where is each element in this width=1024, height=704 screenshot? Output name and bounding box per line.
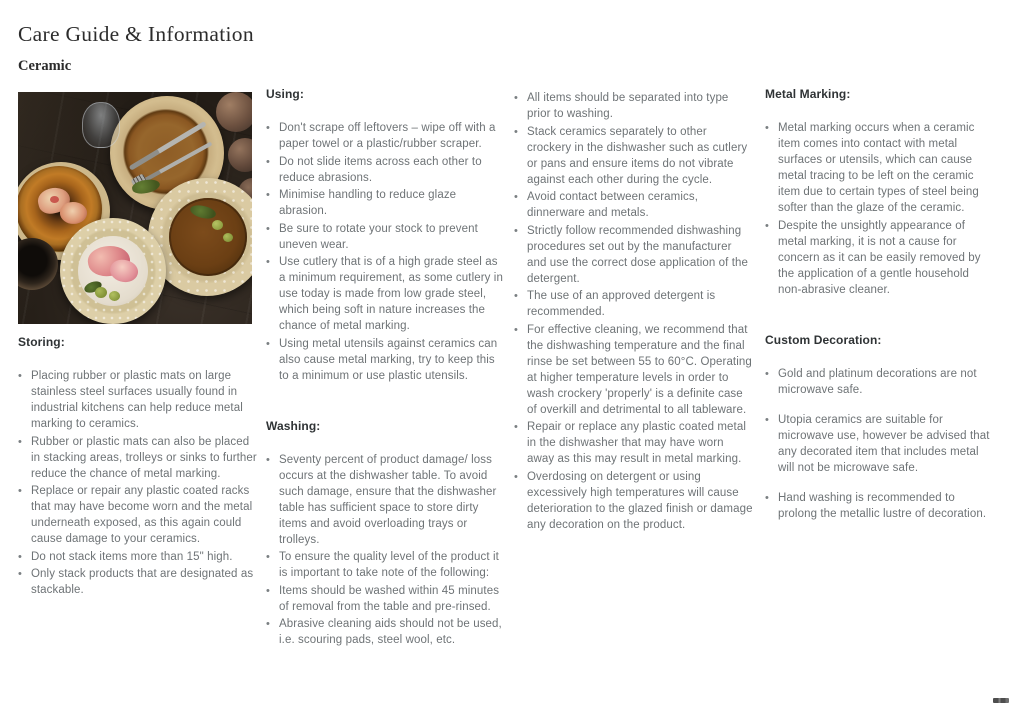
bullet-item: • Stack ceramics separately to other crockery in the dishwasher such as cutlery or pans and ensure items do not vibrate against each other during the cycle.: [514, 124, 754, 188]
bullet-item: • Minimise handling to reduce glaze abrasion.: [266, 187, 507, 219]
cropped-page-number: [993, 698, 1009, 703]
storing-list: [18, 368, 258, 598]
bullet-item: • Don't scrape off leftovers – wipe off with a paper towel or a plastic/rubber scraper.: [266, 120, 507, 152]
custom-decoration-list: [765, 366, 994, 522]
using-heading: Using:: [266, 87, 304, 101]
washing-heading: Washing:: [266, 418, 321, 433]
bullet-item: • Gold and platinum decorations are not microwave safe.: [765, 366, 994, 398]
bullet-item: • Be sure to rotate your stock to prevent uneven wear.: [266, 221, 507, 253]
bullet-item: • Using metal utensils against ceramics can also cause metal marking, try to keep this to a minimum or use plastic utensils.: [266, 336, 507, 384]
bullet-item: • For effective cleaning, we recommend that the dishwashing temperature and the final rinse be set between 55 to 60°C. Operating at higher temperature levels in order to wash crockery 'properly' is a definite case of overkill and detrimental to all tableware.: [514, 322, 754, 418]
bullet-item: • Repair or replace any plastic coated metal in the dishwasher that may have worn away as this may result in metal marking.: [514, 419, 754, 467]
bullet-item: • Placing rubber or plastic mats on large stainless steel surfaces usually found in industrial kitchens can help reduce metal marking to ceramics.: [18, 368, 258, 432]
page-title: Care Guide & Information: [18, 22, 254, 46]
bullet-item: • Replace or repair any plastic coated racks that may have become worn and the metal underneath exposed, as this again could cause damage to your ceramics.: [18, 483, 258, 547]
bullet-item: • Strictly follow recommended dishwashing procedures set out by the manufacturer and use the correct dose application of the detergent.: [514, 223, 754, 287]
olive: [212, 220, 223, 230]
bullet-item: • Metal marking occurs when a ceramic item comes into contact with metal surfaces or utensils, which can cause metal tracing to be left on the ceramic item due to certain types of steel being softer than the glaze of the ceramic.: [765, 120, 994, 216]
bullet-item: • Overdosing on detergent or using excessively high temperatures will cause deterioration to the glazed finish or damage any decoration on the product.: [514, 469, 754, 533]
storing-heading: Storing:: [18, 335, 65, 349]
olive: [109, 291, 120, 301]
using-list: [266, 120, 507, 384]
bullet-item: • Avoid contact between ceramics, dinnerware and metals.: [514, 189, 754, 221]
bullet-item: • Abrasive cleaning aids should not be used, i.e. scouring pads, steel wool, etc.: [266, 616, 507, 648]
olive: [95, 287, 107, 298]
metal-marking-list: [765, 120, 994, 298]
page-subtitle: Ceramic: [18, 58, 72, 74]
bullet-item: • Despite the unsightly appearance of metal marking, it is not a cause for concern as it can be easily removed by the application of a gentle household non-abrasive cleaner.: [765, 218, 994, 298]
fig-center: [50, 196, 59, 203]
section-using-washing: [266, 86, 507, 650]
water-glass: [82, 102, 120, 148]
metal-marking-heading: Metal Marking:: [765, 87, 851, 101]
metal-shaker: [216, 92, 252, 132]
bullet-item: • Do not stack items more than 15" high.: [18, 549, 258, 565]
bullet-item: • Hand washing is recommended to prolong the metallic lustre of decoration.: [765, 490, 994, 522]
bullet-item: • Items should be washed within 45 minutes of removal from the table and pre-rinsed.: [266, 583, 507, 615]
section-washing-continued: [514, 90, 754, 534]
bullet-item: • Utopia ceramics are suitable for microwave use, however be advised that any decorated item that includes metal will not be microwave safe.: [765, 412, 994, 476]
washing-continued-list: [514, 90, 754, 533]
washing-list: [266, 452, 507, 649]
bullet-item: • Use cutlery that is of a high grade steel as a minimum requirement, as some cutlery in use today is made from low grade steel, which being soft in nature increases the chance of metal marking.: [266, 254, 507, 334]
olive: [223, 233, 233, 242]
metal-shaker: [228, 138, 252, 172]
bullet-item: • Only stack products that are designated as stackable.: [18, 566, 258, 598]
section-metal-custom: [765, 86, 994, 536]
custom-decoration-heading: Custom Decoration:: [765, 332, 882, 347]
bullet-item: • Rubber or plastic mats can also be placed in stacking areas, trolleys or sinks to further reduce the chance of metal marking.: [18, 434, 258, 482]
bullet-item: • All items should be separated into type prior to washing.: [514, 90, 754, 122]
bullet-item: • Seventy percent of product damage/ loss occurs at the dishwasher table. To avoid such damage, ensure that the dishwasher table has sufficient space to store dirty items and avoid overloading trays or trolleys.: [266, 452, 507, 548]
ceramic-tableware-photo: [18, 92, 252, 324]
bullet-item: • Do not slide items across each other to reduce abrasions.: [266, 154, 507, 186]
bullet-item: • The use of an approved detergent is recommended.: [514, 288, 754, 320]
section-storing: [18, 334, 258, 600]
bullet-item: • To ensure the quality level of the product it is important to take note of the following:: [266, 549, 507, 581]
